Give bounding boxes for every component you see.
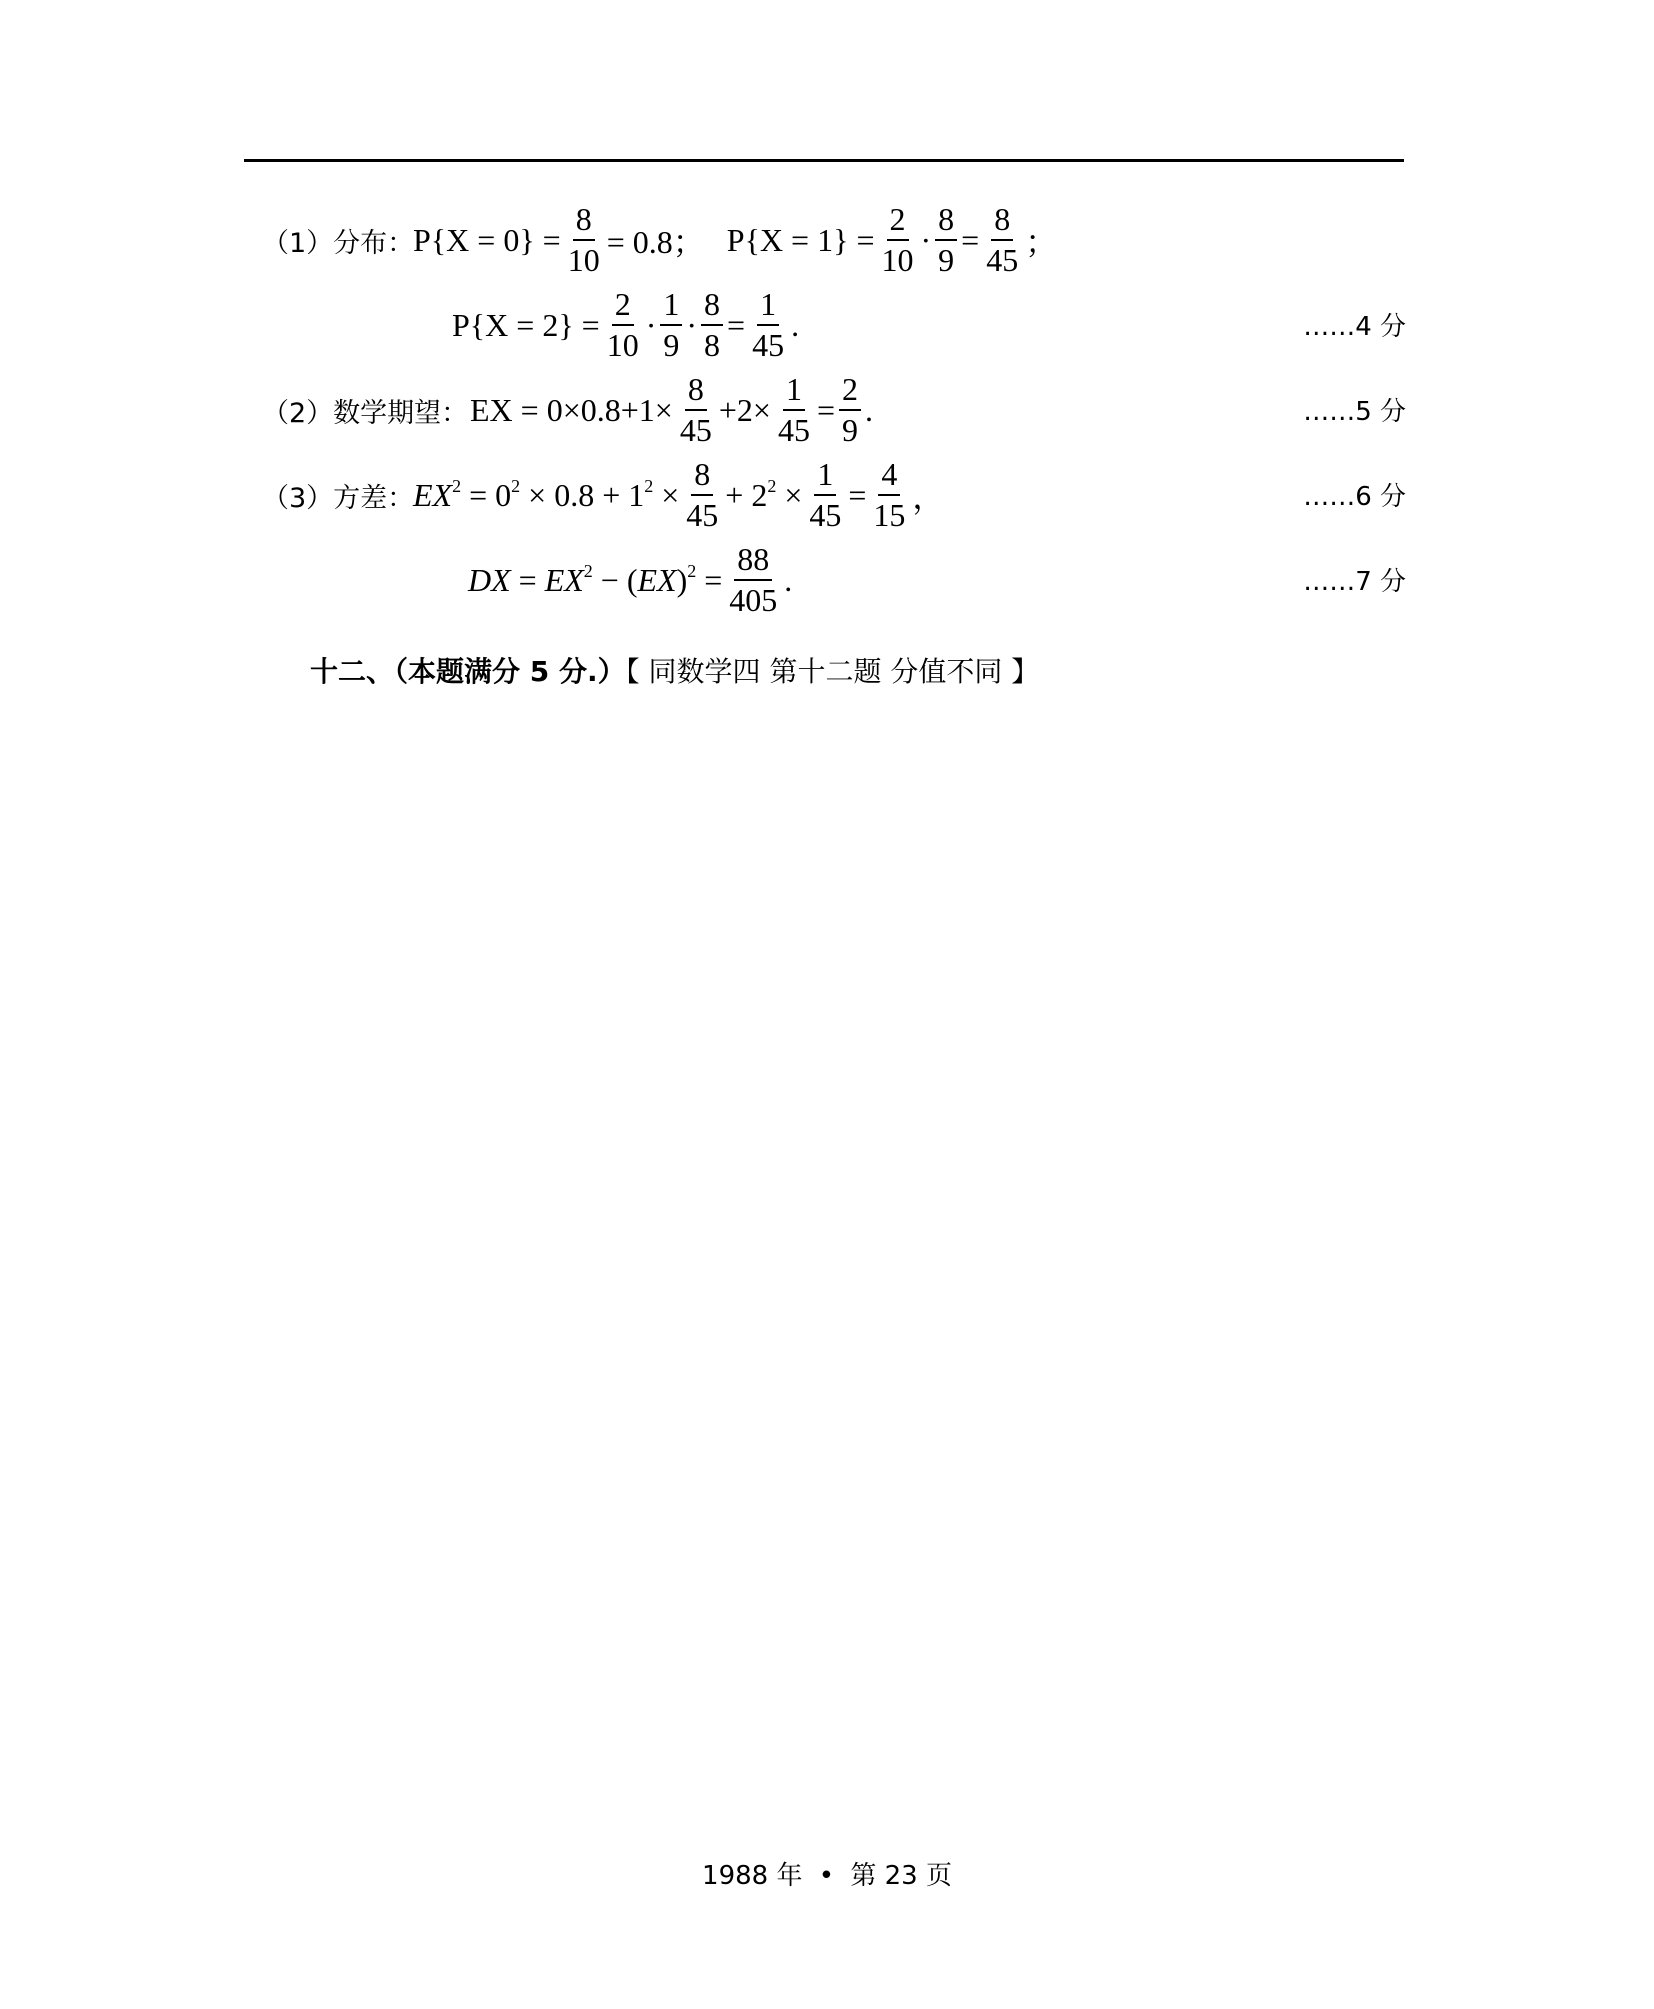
part3-label: （3）方差： — [262, 483, 415, 514]
part2-line — [0, 365, 1654, 455]
eq3-fraction-1: $\frac{2}{10}$ — [606, 285, 639, 363]
eq3-fraction-4: $\frac{1}{45}$ — [752, 285, 785, 363]
eq3-lhs: P{X = 2} = — [452, 306, 600, 343]
footer-separator: • — [818, 1861, 835, 1891]
part3-equation1: $EX^2 = 0^2 \times 0.8 + 1^2$ × $\frac{8}{45}$ + $2^2$ × $\frac{1}{45}$ = $\frac{4}{15}$ ， — [413, 455, 945, 533]
eq1-rhs: = 0.8； — [606, 224, 705, 260]
part3-line2 — [0, 535, 1654, 625]
part2-label: （2）数学期望： — [262, 398, 469, 429]
part2-fraction-1: $\frac{8}{45}$ — [679, 370, 712, 448]
part1-line1 — [0, 195, 1654, 285]
page-footer — [0, 1855, 1654, 1892]
eq1-fraction: $\frac{8}{10}$ — [567, 200, 600, 278]
eq3-fraction-2: $\frac{1}{9}$ — [660, 287, 682, 363]
eq2-fraction-3: $\frac{8}{45}$ — [986, 200, 1019, 278]
eq1-lhs: P{X = 0} = — [413, 221, 561, 258]
part1-line2 — [0, 280, 1654, 370]
eq2-fraction-2: $\frac{8}{9}$ — [935, 202, 957, 278]
part3-line1 — [0, 450, 1654, 540]
part3-fraction-4: $\frac{88}{405}$ — [729, 540, 778, 618]
footer-page-number: 第 23 页 — [850, 1861, 952, 1891]
part2-fraction-3: $\frac{2}{9}$ — [839, 372, 861, 448]
section-12-points: （本题满分 5 分.） — [394, 655, 626, 688]
part1-score: ……4 分 — [1303, 312, 1406, 342]
part3-fraction-3: $\frac{4}{15}$ — [873, 455, 906, 533]
section-12-heading — [310, 650, 1039, 690]
part1-equation1: P{X = 0} = $\frac{8}{10}$ = 0.8； P{X = 1} = $\frac{2}{10}$ · $\frac{8}{9}$ = $\frac{8}{45}$ ； — [413, 200, 1058, 278]
part3-fraction-1: $\frac{8}{45}$ — [686, 455, 719, 533]
part3-score-2: ……7 分 — [1303, 567, 1406, 597]
footer-year: 1988 年 — [702, 1861, 803, 1891]
part2-fraction-2: $\frac{1}{45}$ — [777, 370, 810, 448]
part1-label: （1）分布： — [262, 228, 415, 259]
eq3-fraction-3: $\frac{8}{8}$ — [701, 287, 723, 363]
section-12-number: 十二、 — [310, 655, 395, 688]
eq2-fraction-1: $\frac{2}{10}$ — [881, 200, 914, 278]
part1-equation3: P{X = 2} = $\frac{2}{10}$ · $\frac{1}{9}$ · $\frac{8}{8}$ = $\frac{1}{45}$ . — [452, 285, 800, 363]
part3-score-1: ……6 分 — [1303, 482, 1406, 512]
part2-lhs: EX = 0×0.8+1× — [470, 391, 673, 428]
part2-equation: EX = 0×0.8+1× $\frac{8}{45}$ +2× $\frac{1}{45}$ = $\frac{2}{9}$ . — [470, 370, 873, 448]
header-rule — [244, 159, 1404, 162]
eq2-lhs: P{X = 1} = — [726, 221, 875, 258]
section-12-note: 【 同数学四 第十二题 分值不同 】 — [625, 655, 1040, 688]
part3-fraction-2: $\frac{1}{45}$ — [809, 455, 842, 533]
part2-score: ……5 分 — [1303, 397, 1406, 427]
part2-mid: +2× — [718, 391, 771, 428]
part3-equation2: DX = $EX^2 - (EX)^2$ = $\frac{88}{405}$ . — [468, 540, 793, 618]
